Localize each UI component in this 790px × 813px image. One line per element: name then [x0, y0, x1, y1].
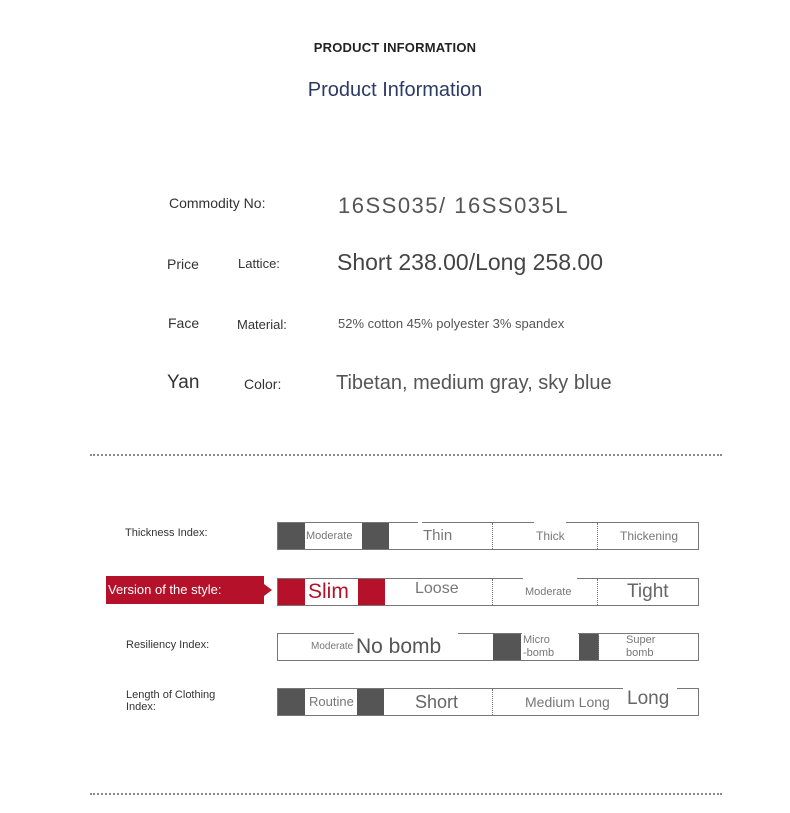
price-label: Price: [167, 256, 199, 272]
length-option-routine: Routine: [309, 694, 354, 709]
style-label: Version of the style:: [108, 582, 222, 597]
divider-top: [90, 454, 722, 456]
length-marker-2: [357, 689, 384, 715]
style-marker-1: [278, 579, 305, 605]
resiliency-marker-1: [493, 634, 521, 660]
resiliency-option-micro-bomb: Micro -bomb: [523, 634, 555, 659]
thickness-option-thick: Thick: [536, 529, 565, 543]
resiliency-marker-2: [579, 634, 599, 660]
color-label: Yan: [167, 372, 200, 393]
style-marker-2: [358, 579, 385, 605]
length-option-short: Short: [415, 692, 459, 712]
length-marker-1: [278, 689, 305, 715]
resiliency-option-moderate: Moderate: [311, 641, 354, 652]
style-option-slim: Slim: [308, 580, 349, 603]
length-separator: [492, 689, 493, 715]
thickness-scale: [277, 522, 699, 550]
thickness-label: Thickness Index:: [125, 527, 208, 539]
style-tag-arrow: [264, 584, 272, 596]
page-heading: PRODUCT INFORMATION: [313, 40, 477, 55]
commodity-label: Commodity No:: [169, 195, 266, 211]
length-scale: [277, 688, 699, 716]
thickness-option-thickening: Thickening: [620, 529, 679, 543]
material-label: Face: [168, 315, 200, 331]
thickness-marker-2: [362, 523, 389, 549]
commodity-value: 16SS035/ 16SS035L: [338, 193, 570, 218]
style-option-moderate: Moderate: [525, 586, 572, 598]
resiliency-option-no-bomb: No bomb: [356, 635, 442, 658]
length-label: Length of Clothing Index:: [126, 689, 216, 713]
price-sub-label: Lattice:: [238, 256, 280, 271]
thickness-option-thin: Thin: [423, 527, 453, 544]
resiliency-scale: [277, 633, 699, 661]
resiliency-option-super-bomb: Super bomb: [626, 634, 656, 659]
material-sub-label: Material:: [237, 317, 287, 332]
style-separator-1: [492, 579, 493, 605]
style-scale: [277, 578, 699, 606]
thickness-separator-2: [597, 523, 598, 549]
color-value: Tibetan, medium gray, sky blue: [336, 372, 612, 394]
style-option-tight: Tight: [627, 581, 669, 602]
style-option-loose: Loose: [415, 580, 459, 597]
style-label-tag: [106, 576, 264, 604]
material-value: 52% cotton 45% polyester 3% spandex: [338, 316, 565, 331]
thickness-marker-1: [278, 523, 305, 549]
length-option-medium-long: Medium Long: [525, 694, 610, 710]
price-value: Short 238.00/Long 258.00: [337, 249, 604, 275]
thickness-option-moderate: Moderate: [306, 530, 353, 542]
page-subheading: Product Information: [307, 79, 483, 101]
divider-bottom: [90, 793, 722, 795]
resiliency-separator: [598, 634, 599, 660]
thickness-separator-1: [492, 523, 493, 549]
style-separator-2: [597, 579, 598, 605]
length-option-long: Long: [627, 688, 670, 709]
resiliency-label: Resiliency Index:: [126, 639, 210, 651]
color-sub-label: Color:: [244, 376, 282, 392]
